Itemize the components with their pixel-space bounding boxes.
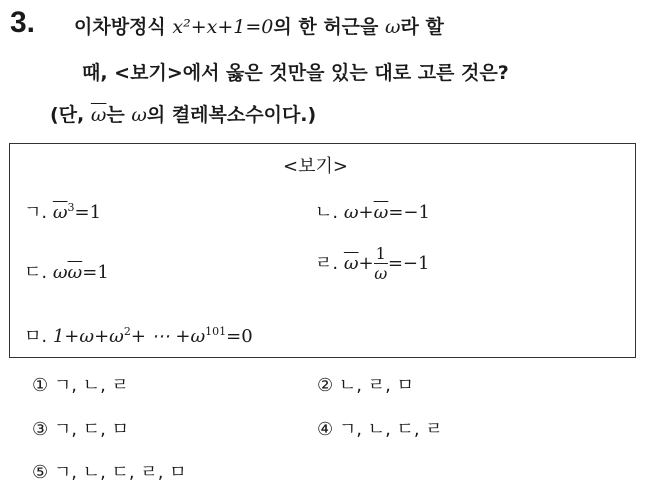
equation: x²+x+1=0	[172, 16, 274, 38]
item-rhs: =0	[226, 326, 253, 347]
exponent: 3	[67, 201, 75, 214]
bogi-title: <보기>	[283, 156, 348, 177]
item-rhs: =−1	[387, 253, 430, 274]
item-label: ㄴ.	[315, 202, 339, 223]
omega-symbol: ω	[385, 16, 401, 38]
choice-3[interactable]: ③ ㄱ, ㄷ, ㅁ	[32, 419, 129, 440]
item-expr: + ⋯ +ω	[130, 326, 206, 347]
bogi-item-e	[24, 322, 253, 348]
item-expr: 1+ω+ω	[52, 326, 124, 347]
bogi-item-b	[315, 198, 430, 224]
question-line-2: 때, <보기>에서 옳은 것만을 있는 대로 고른 것은?	[82, 62, 509, 84]
item-rhs: =−1	[388, 202, 430, 223]
question-line-3	[50, 100, 316, 127]
question-text: 의 켤레복소수이다.)	[146, 104, 317, 126]
omega-symbol: ω	[52, 262, 68, 283]
bogi-item-c	[24, 258, 109, 284]
item-rhs: =1	[74, 202, 102, 223]
choice-1[interactable]: ① ㄱ, ㄴ, ㄹ	[32, 375, 129, 396]
fraction-numerator: 1	[375, 244, 386, 263]
omega-bar-symbol: $\overline{\omega}$	[90, 104, 107, 126]
question-line-1	[74, 12, 444, 39]
item-expr: +	[358, 253, 374, 274]
omega-bar-symbol: $\overline{\omega}$	[67, 262, 83, 283]
item-rhs: =1	[82, 262, 109, 283]
item-expr: ω+	[343, 202, 374, 223]
omega-symbol: ω	[131, 104, 147, 126]
question-text: 이차방정식	[74, 16, 173, 38]
question-text: 라 할	[400, 16, 444, 38]
choice-4[interactable]: ④ ㄱ, ㄴ, ㄷ, ㄹ	[317, 419, 443, 440]
question-text: 의 한 허근을	[273, 16, 385, 38]
item-label: ㄷ.	[24, 262, 48, 283]
exponent: 101	[205, 325, 227, 338]
question-text: (단,	[50, 104, 91, 126]
omega-bar-symbol: $\overline{\omega}$	[52, 202, 68, 223]
bogi-item-d	[315, 246, 429, 282]
item-label: ㄱ.	[24, 202, 48, 223]
item-label: ㄹ.	[315, 253, 339, 274]
choice-5[interactable]: ⑤ ㄱ, ㄴ, ㄷ, ㄹ, ㅁ	[32, 462, 187, 483]
problem-number: 3.	[10, 6, 36, 39]
fraction	[374, 246, 388, 282]
exponent: 2	[123, 325, 131, 338]
omega-bar-symbol: $\overline{\omega}$	[373, 202, 389, 223]
item-label: ㅁ.	[24, 326, 48, 347]
choice-2[interactable]: ② ㄴ, ㄹ, ㅁ	[317, 375, 414, 396]
omega-bar-symbol: $\overline{\omega}$	[343, 253, 359, 274]
bogi-item-a	[24, 198, 101, 224]
fraction-denominator: ω	[374, 264, 388, 283]
question-text: 는	[106, 104, 132, 126]
